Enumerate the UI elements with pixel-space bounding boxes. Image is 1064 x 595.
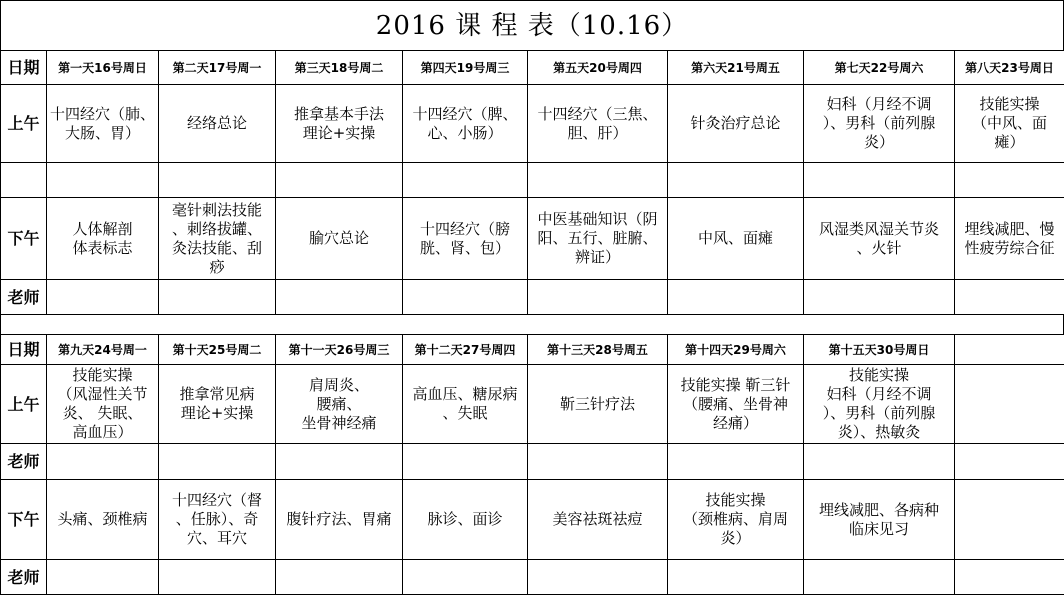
day-header: 第十一天26号周三 xyxy=(276,335,403,365)
date-row xyxy=(1,335,1064,365)
blank-cell xyxy=(1,163,47,198)
morning-label: 上午 xyxy=(1,85,47,163)
teacher-cell xyxy=(804,444,955,480)
course-cell: 埋线减肥、慢 性疲劳综合征 xyxy=(955,198,1064,280)
teacher-cell xyxy=(955,560,1064,595)
blank-cell xyxy=(804,163,955,198)
teacher-cell xyxy=(668,280,804,315)
blank-cell xyxy=(668,163,804,198)
teacher-cell xyxy=(47,444,159,480)
teacher-cell xyxy=(276,280,403,315)
schedule-week-2 xyxy=(0,334,1064,595)
course-cell: 推拿常见病 理论+实操 xyxy=(159,365,276,444)
date-label: 日期 xyxy=(1,335,47,365)
course-cell: 十四经穴（三焦、 胆、肝） xyxy=(528,85,668,163)
teacher-cell xyxy=(403,444,528,480)
course-cell: 靳三针疗法 xyxy=(528,365,668,444)
course-cell: 中风、面瘫 xyxy=(668,198,804,280)
day-header: 第四天19号周三 xyxy=(403,51,528,85)
teacher-label: 老师 xyxy=(1,280,47,315)
day-header: 第三天18号周二 xyxy=(276,51,403,85)
page-title: 2016 课 程 表（10.16） xyxy=(0,0,1064,50)
course-cell xyxy=(955,480,1064,560)
day-header: 第十三天28号周五 xyxy=(528,335,668,365)
date-label: 日期 xyxy=(1,51,47,85)
date-row xyxy=(1,51,1064,85)
morning-label: 上午 xyxy=(1,365,47,444)
day-header: 第六天21号周五 xyxy=(668,51,804,85)
course-cell: 人体解剖 体表标志 xyxy=(47,198,159,280)
course-cell: 十四经穴（督 、任脉）、奇 穴、耳穴 xyxy=(159,480,276,560)
course-cell: 十四经穴（膀 胱、肾、包） xyxy=(403,198,528,280)
course-cell: 针灸治疗总论 xyxy=(668,85,804,163)
course-cell: 脉诊、面诊 xyxy=(403,480,528,560)
teacher-cell xyxy=(668,560,804,595)
blank-cell xyxy=(47,163,159,198)
blank-cell xyxy=(955,163,1064,198)
course-cell: 妇科（月经不调 ）、男科（前列腺 炎） xyxy=(804,85,955,163)
teacher-row xyxy=(1,560,1064,595)
course-cell: 技能实操 靳三针 （腰痛、坐骨神 经痛） xyxy=(668,365,804,444)
teacher-label: 老师 xyxy=(1,444,47,480)
course-cell: 中医基础知识（阴 阳、五行、脏腑、 辨证） xyxy=(528,198,668,280)
course-cell: 风湿类风湿关节炎 、火针 xyxy=(804,198,955,280)
day-header: 第七天22号周六 xyxy=(804,51,955,85)
blank-cell xyxy=(403,163,528,198)
teacher-cell xyxy=(804,560,955,595)
afternoon-label: 下午 xyxy=(1,198,47,280)
teacher-cell xyxy=(276,444,403,480)
morning-row xyxy=(1,365,1064,444)
teacher-row xyxy=(1,280,1064,315)
course-cell: 肩周炎、 腰痛、 坐骨神经痛 xyxy=(276,365,403,444)
course-cell: 美容祛斑祛痘 xyxy=(528,480,668,560)
teacher-cell xyxy=(47,280,159,315)
teacher-cell xyxy=(668,444,804,480)
morning-row xyxy=(1,85,1064,163)
course-cell: 技能实操 （中风、面 瘫） xyxy=(955,85,1064,163)
teacher-cell xyxy=(955,280,1064,315)
course-cell: 经络总论 xyxy=(159,85,276,163)
course-cell: 腹针疗法、胃痛 xyxy=(276,480,403,560)
day-header: 第一天16号周日 xyxy=(47,51,159,85)
day-header: 第十五天30号周日 xyxy=(804,335,955,365)
course-cell: 毫针刺法技能 、刺络拔罐、 灸法技能、刮 痧 xyxy=(159,198,276,280)
blank-cell xyxy=(159,163,276,198)
course-cell: 技能实操 （颈椎病、肩周 炎） xyxy=(668,480,804,560)
course-cell: 技能实操 妇科（月经不调 ）、男科（前列腺 炎）、热敏灸 xyxy=(804,365,955,444)
course-cell: 技能实操 （风湿性关节 炎、 失眠、 高血压） xyxy=(47,365,159,444)
teacher-cell xyxy=(276,560,403,595)
course-cell: 推拿基本手法 理论+实操 xyxy=(276,85,403,163)
teacher-cell xyxy=(528,444,668,480)
teacher-cell xyxy=(528,280,668,315)
day-header: 第五天20号周四 xyxy=(528,51,668,85)
afternoon-row xyxy=(1,198,1064,280)
teacher-cell xyxy=(403,280,528,315)
day-header xyxy=(955,335,1064,365)
course-cell xyxy=(955,365,1064,444)
course-cell: 十四经穴（肺、 大肠、胃） xyxy=(47,85,159,163)
blank-cell xyxy=(276,163,403,198)
teacher-cell xyxy=(955,444,1064,480)
day-header: 第二天17号周一 xyxy=(159,51,276,85)
teacher-label: 老师 xyxy=(1,560,47,595)
day-header: 第十天25号周二 xyxy=(159,335,276,365)
teacher-cell xyxy=(159,444,276,480)
teacher-row xyxy=(1,444,1064,480)
blank-row xyxy=(1,163,1064,198)
table-gap xyxy=(0,314,1064,334)
course-cell: 腧穴总论 xyxy=(276,198,403,280)
course-cell: 埋线减肥、各病种 临床见习 xyxy=(804,480,955,560)
schedule-week-1 xyxy=(0,50,1064,315)
day-header: 第十二天27号周四 xyxy=(403,335,528,365)
afternoon-label: 下午 xyxy=(1,480,47,560)
course-cell: 十四经穴（脾、 心、小肠） xyxy=(403,85,528,163)
teacher-cell xyxy=(804,280,955,315)
blank-cell xyxy=(528,163,668,198)
day-header: 第八天23号周日 xyxy=(955,51,1064,85)
course-cell: 高血压、糖尿病 、失眠 xyxy=(403,365,528,444)
teacher-cell xyxy=(159,280,276,315)
afternoon-row xyxy=(1,480,1064,560)
teacher-cell xyxy=(403,560,528,595)
teacher-cell xyxy=(528,560,668,595)
teacher-cell xyxy=(159,560,276,595)
day-header: 第九天24号周一 xyxy=(47,335,159,365)
course-cell: 头痛、颈椎病 xyxy=(47,480,159,560)
teacher-cell xyxy=(47,560,159,595)
day-header: 第十四天29号周六 xyxy=(668,335,804,365)
